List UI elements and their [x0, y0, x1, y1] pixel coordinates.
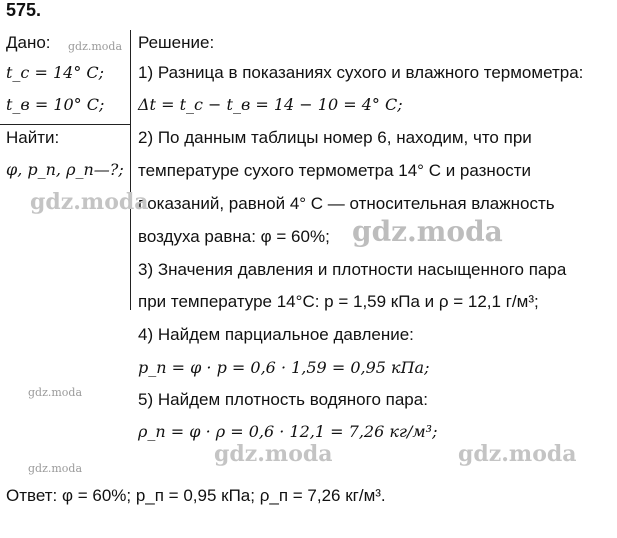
- solution-line-8: при температуре 14°C: p = 1,59 кПа и ρ = 12,1 г/м³;: [138, 292, 539, 311]
- watermark-4: gdz.moda: [28, 386, 83, 399]
- solution-line-4: температуре сухого термометра 14° C и разности: [138, 161, 532, 180]
- watermark-1: gdz.moda: [68, 40, 123, 53]
- answer-line: Ответ: φ = 60%; p_п = 0,95 кПа; ρ_п = 7,26 кг/м³.: [6, 486, 386, 505]
- watermark-3: gdz.moda: [352, 215, 503, 248]
- solution-line-11: 5) Найдем плотность водяного пара:: [138, 390, 428, 409]
- solution-line-1: 1) Разница в показаниях сухого и влажного термометра:: [138, 63, 584, 82]
- watermark-5: gdz.moda: [28, 462, 83, 475]
- find-label: Найти:: [6, 128, 60, 147]
- solution-line-12: ρ_п = φ · ρ = 0,6 · 12,1 = 7,26 кг/м³;: [138, 422, 438, 441]
- solution-line-5: показаний, равной 4° C — относительная влажность: [138, 194, 555, 213]
- watermark-6: gdz.moda: [214, 441, 333, 467]
- solution-line-3: 2) По данным таблицы номер 6, находим, что при: [138, 128, 532, 147]
- solution-line-2: Δt = t_с − t_в = 14 − 10 = 4° C;: [138, 95, 403, 114]
- solution-line-9: 4) Найдем парциальное давление:: [138, 325, 414, 344]
- watermark-7: gdz.moda: [458, 441, 577, 467]
- find-line-1: φ, p_п, ρ_п—?;: [6, 160, 124, 179]
- problem-number: 575.: [6, 0, 42, 20]
- given-label: Дано:: [6, 33, 51, 52]
- solution-line-6: воздуха равна: φ = 60%;: [138, 227, 330, 246]
- find-box: [0, 124, 131, 310]
- solution-line-7: 3) Значения давления и плотности насыщенного пара: [138, 260, 567, 279]
- solution-line-10: p_п = φ · p = 0,6 · 1,59 = 0,95 кПа;: [138, 358, 430, 377]
- given-line-1: t_с = 14° C;: [6, 63, 105, 82]
- given-line-2: t_в = 10° C;: [6, 95, 105, 114]
- watermark-2: gdz.moda: [30, 189, 149, 215]
- solution-label: Решение:: [138, 33, 215, 52]
